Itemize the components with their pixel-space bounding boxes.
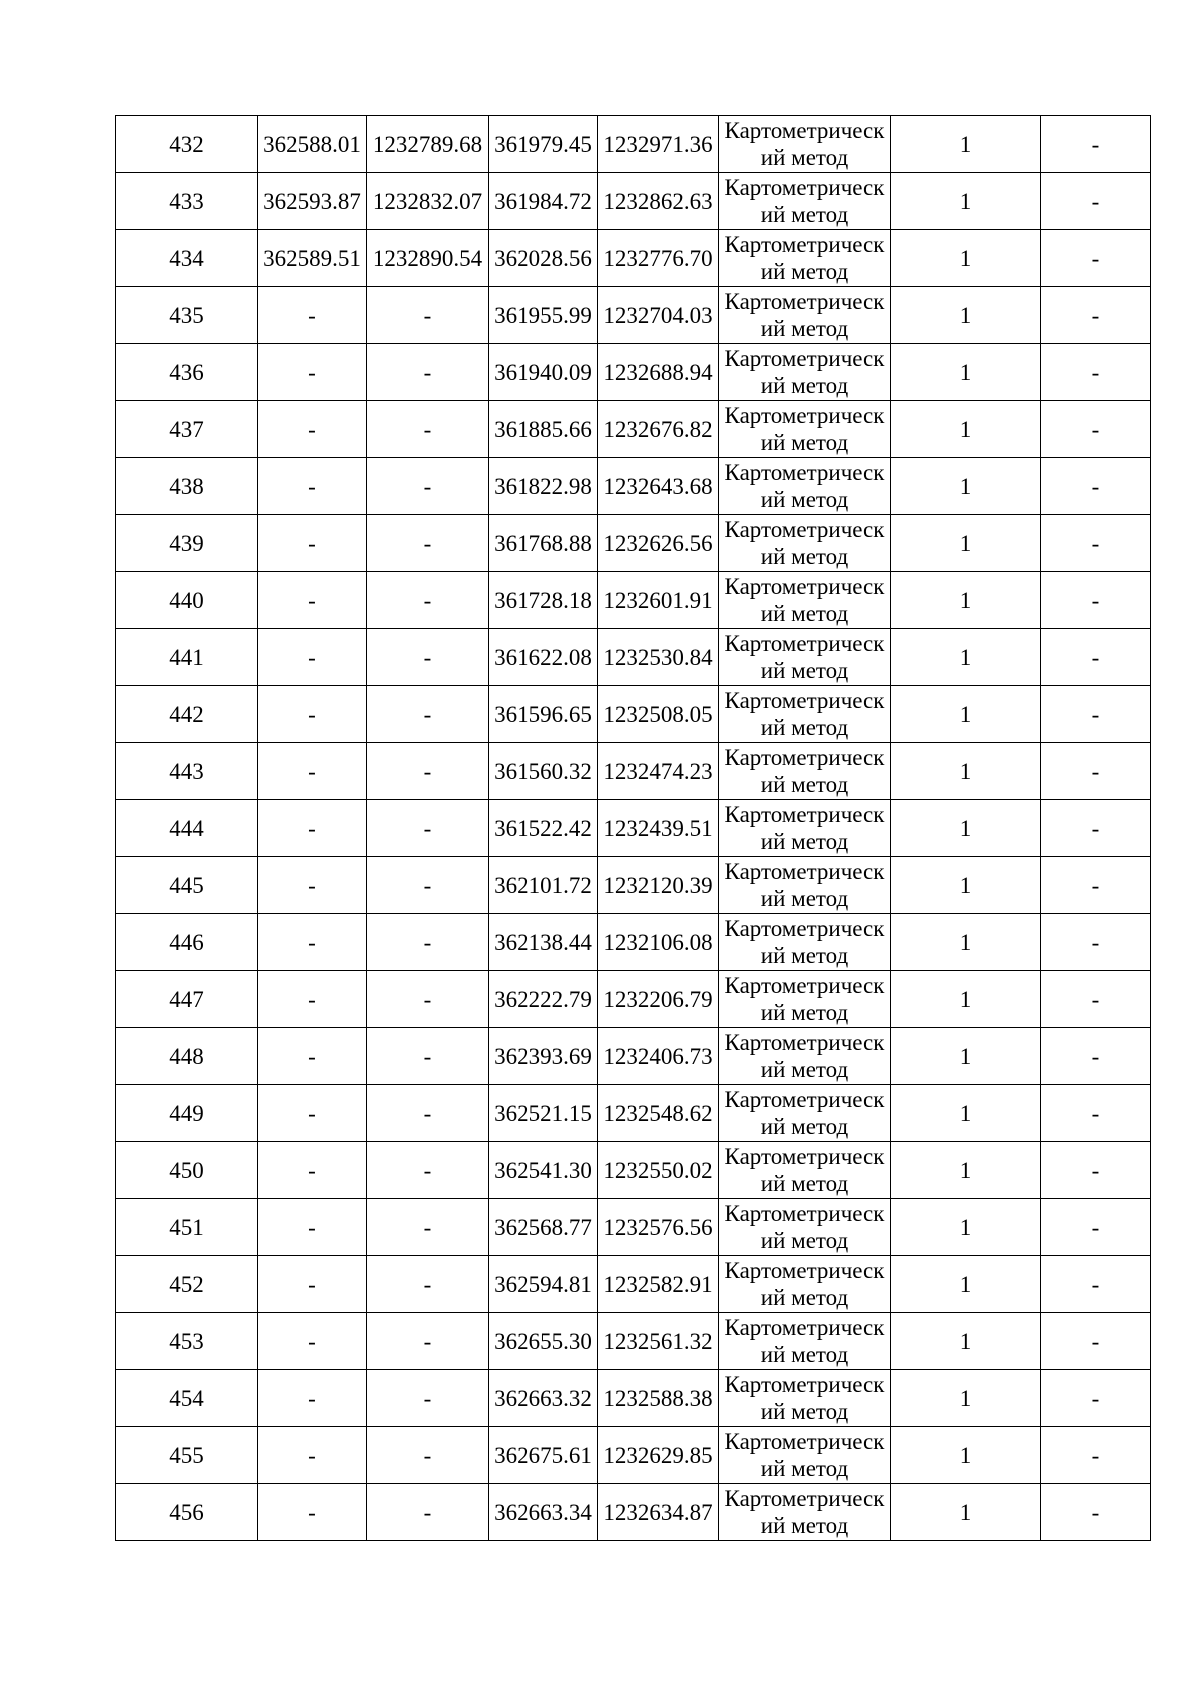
accuracy-cell: 1 — [891, 800, 1041, 857]
note-cell: - — [1041, 230, 1151, 287]
refined-x-cell: 361522.42 — [489, 800, 598, 857]
table-row — [116, 1484, 1151, 1541]
note-cell: - — [1041, 1085, 1151, 1142]
method-cell: Картометрический метод — [719, 458, 891, 515]
refined-x-cell: 361984.72 — [489, 173, 598, 230]
table-row — [116, 1256, 1151, 1313]
point-number-cell: 439 — [116, 515, 258, 572]
point-number-cell: 443 — [116, 743, 258, 800]
refined-x-cell: 361768.88 — [489, 515, 598, 572]
accuracy-cell: 1 — [891, 629, 1041, 686]
method-cell: Картометрический метод — [719, 1142, 891, 1199]
point-number-cell: 449 — [116, 1085, 258, 1142]
existing-y-cell: - — [367, 1370, 489, 1427]
table-row — [116, 686, 1151, 743]
table-row — [116, 629, 1151, 686]
existing-y-cell: - — [367, 1142, 489, 1199]
existing-y-cell: - — [367, 686, 489, 743]
existing-x-cell: - — [258, 1256, 367, 1313]
refined-y-cell: 1232550.02 — [598, 1142, 719, 1199]
refined-x-cell: 362568.77 — [489, 1199, 598, 1256]
method-cell: Картометрический метод — [719, 1484, 891, 1541]
refined-y-cell: 1232643.68 — [598, 458, 719, 515]
refined-x-cell: 362663.34 — [489, 1484, 598, 1541]
existing-y-cell: - — [367, 344, 489, 401]
existing-x-cell: - — [258, 743, 367, 800]
point-number-cell: 451 — [116, 1199, 258, 1256]
note-cell: - — [1041, 1484, 1151, 1541]
table-row — [116, 116, 1151, 173]
existing-x-cell: - — [258, 1427, 367, 1484]
point-number-cell: 455 — [116, 1427, 258, 1484]
refined-x-cell: 362541.30 — [489, 1142, 598, 1199]
method-cell: Картометрический метод — [719, 629, 891, 686]
table-row — [116, 287, 1151, 344]
method-cell: Картометрический метод — [719, 173, 891, 230]
accuracy-cell: 1 — [891, 1256, 1041, 1313]
refined-y-cell: 1232106.08 — [598, 914, 719, 971]
accuracy-cell: 1 — [891, 1199, 1041, 1256]
point-number-cell: 433 — [116, 173, 258, 230]
existing-y-cell: - — [367, 1085, 489, 1142]
note-cell: - — [1041, 344, 1151, 401]
accuracy-cell: 1 — [891, 743, 1041, 800]
table-row — [116, 230, 1151, 287]
refined-y-cell: 1232588.38 — [598, 1370, 719, 1427]
refined-x-cell: 361885.66 — [489, 401, 598, 458]
note-cell: - — [1041, 1370, 1151, 1427]
accuracy-cell: 1 — [891, 971, 1041, 1028]
existing-x-cell: - — [258, 1028, 367, 1085]
method-cell: Картометрический метод — [719, 230, 891, 287]
table-row — [116, 800, 1151, 857]
accuracy-cell: 1 — [891, 1484, 1041, 1541]
refined-x-cell: 362655.30 — [489, 1313, 598, 1370]
note-cell: - — [1041, 914, 1151, 971]
refined-y-cell: 1232582.91 — [598, 1256, 719, 1313]
existing-y-cell: - — [367, 800, 489, 857]
existing-y-cell: - — [367, 1484, 489, 1541]
table-row — [116, 971, 1151, 1028]
table-row — [116, 1199, 1151, 1256]
note-cell: - — [1041, 173, 1151, 230]
note-cell: - — [1041, 1256, 1151, 1313]
existing-x-cell: - — [258, 515, 367, 572]
refined-x-cell: 362594.81 — [489, 1256, 598, 1313]
existing-x-cell: - — [258, 1484, 367, 1541]
existing-y-cell: - — [367, 458, 489, 515]
accuracy-cell: 1 — [891, 914, 1041, 971]
refined-y-cell: 1232474.23 — [598, 743, 719, 800]
method-cell: Картометрический метод — [719, 914, 891, 971]
refined-x-cell: 362663.32 — [489, 1370, 598, 1427]
accuracy-cell: 1 — [891, 458, 1041, 515]
accuracy-cell: 1 — [891, 344, 1041, 401]
point-number-cell: 454 — [116, 1370, 258, 1427]
refined-x-cell: 362521.15 — [489, 1085, 598, 1142]
note-cell: - — [1041, 1313, 1151, 1370]
table-row — [116, 743, 1151, 800]
point-number-cell: 432 — [116, 116, 258, 173]
method-cell: Картометрический метод — [719, 1313, 891, 1370]
table-row — [116, 857, 1151, 914]
existing-y-cell: - — [367, 629, 489, 686]
point-number-cell: 440 — [116, 572, 258, 629]
accuracy-cell: 1 — [891, 572, 1041, 629]
existing-x-cell: - — [258, 629, 367, 686]
existing-y-cell: - — [367, 914, 489, 971]
existing-x-cell: - — [258, 287, 367, 344]
table-row — [116, 173, 1151, 230]
method-cell: Картометрический метод — [719, 1199, 891, 1256]
refined-y-cell: 1232120.39 — [598, 857, 719, 914]
accuracy-cell: 1 — [891, 287, 1041, 344]
method-cell: Картометрический метод — [719, 800, 891, 857]
table-row — [116, 1427, 1151, 1484]
accuracy-cell: 1 — [891, 1313, 1041, 1370]
existing-x-cell: 362593.87 — [258, 173, 367, 230]
point-number-cell: 446 — [116, 914, 258, 971]
refined-y-cell: 1232548.62 — [598, 1085, 719, 1142]
existing-x-cell: - — [258, 971, 367, 1028]
note-cell: - — [1041, 1427, 1151, 1484]
table-row — [116, 1370, 1151, 1427]
refined-y-cell: 1232406.73 — [598, 1028, 719, 1085]
existing-x-cell: - — [258, 914, 367, 971]
method-cell: Картометрический метод — [719, 1427, 891, 1484]
refined-y-cell: 1232704.03 — [598, 287, 719, 344]
accuracy-cell: 1 — [891, 1142, 1041, 1199]
existing-x-cell: 362588.01 — [258, 116, 367, 173]
refined-x-cell: 362393.69 — [489, 1028, 598, 1085]
method-cell: Картометрический метод — [719, 1370, 891, 1427]
note-cell: - — [1041, 458, 1151, 515]
table-row — [116, 515, 1151, 572]
existing-x-cell: - — [258, 1370, 367, 1427]
table-row — [116, 572, 1151, 629]
accuracy-cell: 1 — [891, 173, 1041, 230]
note-cell: - — [1041, 287, 1151, 344]
method-cell: Картометрический метод — [719, 686, 891, 743]
note-cell: - — [1041, 572, 1151, 629]
refined-x-cell: 361955.99 — [489, 287, 598, 344]
note-cell: - — [1041, 629, 1151, 686]
table-row — [116, 344, 1151, 401]
accuracy-cell: 1 — [891, 116, 1041, 173]
refined-y-cell: 1232601.91 — [598, 572, 719, 629]
refined-x-cell: 362675.61 — [489, 1427, 598, 1484]
note-cell: - — [1041, 116, 1151, 173]
refined-x-cell: 361622.08 — [489, 629, 598, 686]
point-number-cell: 452 — [116, 1256, 258, 1313]
existing-y-cell: 1232890.54 — [367, 230, 489, 287]
existing-y-cell: - — [367, 857, 489, 914]
refined-x-cell: 362101.72 — [489, 857, 598, 914]
refined-x-cell: 361940.09 — [489, 344, 598, 401]
refined-y-cell: 1232206.79 — [598, 971, 719, 1028]
existing-y-cell: - — [367, 401, 489, 458]
refined-y-cell: 1232439.51 — [598, 800, 719, 857]
point-number-cell: 435 — [116, 287, 258, 344]
note-cell: - — [1041, 1142, 1151, 1199]
refined-y-cell: 1232688.94 — [598, 344, 719, 401]
refined-x-cell: 362028.56 — [489, 230, 598, 287]
refined-y-cell: 1232508.05 — [598, 686, 719, 743]
existing-x-cell: - — [258, 1313, 367, 1370]
point-number-cell: 453 — [116, 1313, 258, 1370]
existing-y-cell: 1232789.68 — [367, 116, 489, 173]
refined-x-cell: 361979.45 — [489, 116, 598, 173]
method-cell: Картометрический метод — [719, 572, 891, 629]
existing-y-cell: - — [367, 1028, 489, 1085]
table-row — [116, 1028, 1151, 1085]
refined-y-cell: 1232626.56 — [598, 515, 719, 572]
method-cell: Картометрический метод — [719, 743, 891, 800]
refined-y-cell: 1232862.63 — [598, 173, 719, 230]
accuracy-cell: 1 — [891, 1370, 1041, 1427]
note-cell: - — [1041, 743, 1151, 800]
table-row — [116, 1142, 1151, 1199]
refined-x-cell: 361728.18 — [489, 572, 598, 629]
existing-x-cell: - — [258, 857, 367, 914]
existing-x-cell: - — [258, 458, 367, 515]
refined-y-cell: 1232561.32 — [598, 1313, 719, 1370]
refined-x-cell: 361596.65 — [489, 686, 598, 743]
existing-x-cell: 362589.51 — [258, 230, 367, 287]
existing-y-cell: - — [367, 287, 489, 344]
point-number-cell: 437 — [116, 401, 258, 458]
existing-x-cell: - — [258, 1199, 367, 1256]
table-row — [116, 401, 1151, 458]
existing-y-cell: - — [367, 1256, 489, 1313]
note-cell: - — [1041, 971, 1151, 1028]
existing-x-cell: - — [258, 572, 367, 629]
refined-y-cell: 1232971.36 — [598, 116, 719, 173]
method-cell: Картометрический метод — [719, 287, 891, 344]
refined-y-cell: 1232530.84 — [598, 629, 719, 686]
table-row — [116, 1313, 1151, 1370]
method-cell: Картометрический метод — [719, 1028, 891, 1085]
point-number-cell: 444 — [116, 800, 258, 857]
existing-x-cell: - — [258, 344, 367, 401]
existing-y-cell: - — [367, 971, 489, 1028]
accuracy-cell: 1 — [891, 857, 1041, 914]
existing-y-cell: - — [367, 743, 489, 800]
point-number-cell: 448 — [116, 1028, 258, 1085]
point-number-cell: 438 — [116, 458, 258, 515]
method-cell: Картометрический метод — [719, 857, 891, 914]
existing-x-cell: - — [258, 1142, 367, 1199]
refined-y-cell: 1232676.82 — [598, 401, 719, 458]
accuracy-cell: 1 — [891, 515, 1041, 572]
table-row — [116, 458, 1151, 515]
point-number-cell: 447 — [116, 971, 258, 1028]
existing-y-cell: - — [367, 572, 489, 629]
refined-x-cell: 361560.32 — [489, 743, 598, 800]
point-number-cell: 445 — [116, 857, 258, 914]
refined-y-cell: 1232776.70 — [598, 230, 719, 287]
existing-y-cell: - — [367, 1199, 489, 1256]
point-number-cell: 442 — [116, 686, 258, 743]
existing-x-cell: - — [258, 401, 367, 458]
existing-y-cell: - — [367, 1313, 489, 1370]
table-body — [116, 116, 1151, 1541]
point-number-cell: 436 — [116, 344, 258, 401]
accuracy-cell: 1 — [891, 401, 1041, 458]
method-cell: Картометрический метод — [719, 971, 891, 1028]
note-cell: - — [1041, 515, 1151, 572]
point-number-cell: 456 — [116, 1484, 258, 1541]
point-number-cell: 441 — [116, 629, 258, 686]
existing-y-cell: - — [367, 515, 489, 572]
accuracy-cell: 1 — [891, 1028, 1041, 1085]
coordinates-table — [115, 115, 1151, 1541]
refined-y-cell: 1232629.85 — [598, 1427, 719, 1484]
accuracy-cell: 1 — [891, 230, 1041, 287]
method-cell: Картометрический метод — [719, 515, 891, 572]
method-cell: Картометрический метод — [719, 1085, 891, 1142]
table-row — [116, 914, 1151, 971]
refined-y-cell: 1232634.87 — [598, 1484, 719, 1541]
existing-x-cell: - — [258, 686, 367, 743]
method-cell: Картометрический метод — [719, 1256, 891, 1313]
existing-y-cell: 1232832.07 — [367, 173, 489, 230]
existing-y-cell: - — [367, 1427, 489, 1484]
refined-x-cell: 361822.98 — [489, 458, 598, 515]
point-number-cell: 450 — [116, 1142, 258, 1199]
method-cell: Картометрический метод — [719, 344, 891, 401]
accuracy-cell: 1 — [891, 1427, 1041, 1484]
method-cell: Картометрический метод — [719, 116, 891, 173]
refined-x-cell: 362222.79 — [489, 971, 598, 1028]
note-cell: - — [1041, 1199, 1151, 1256]
method-cell: Картометрический метод — [719, 401, 891, 458]
accuracy-cell: 1 — [891, 1085, 1041, 1142]
refined-y-cell: 1232576.56 — [598, 1199, 719, 1256]
note-cell: - — [1041, 857, 1151, 914]
point-number-cell: 434 — [116, 230, 258, 287]
note-cell: - — [1041, 686, 1151, 743]
note-cell: - — [1041, 1028, 1151, 1085]
table-row — [116, 1085, 1151, 1142]
accuracy-cell: 1 — [891, 686, 1041, 743]
note-cell: - — [1041, 800, 1151, 857]
note-cell: - — [1041, 401, 1151, 458]
existing-x-cell: - — [258, 1085, 367, 1142]
existing-x-cell: - — [258, 800, 367, 857]
refined-x-cell: 362138.44 — [489, 914, 598, 971]
